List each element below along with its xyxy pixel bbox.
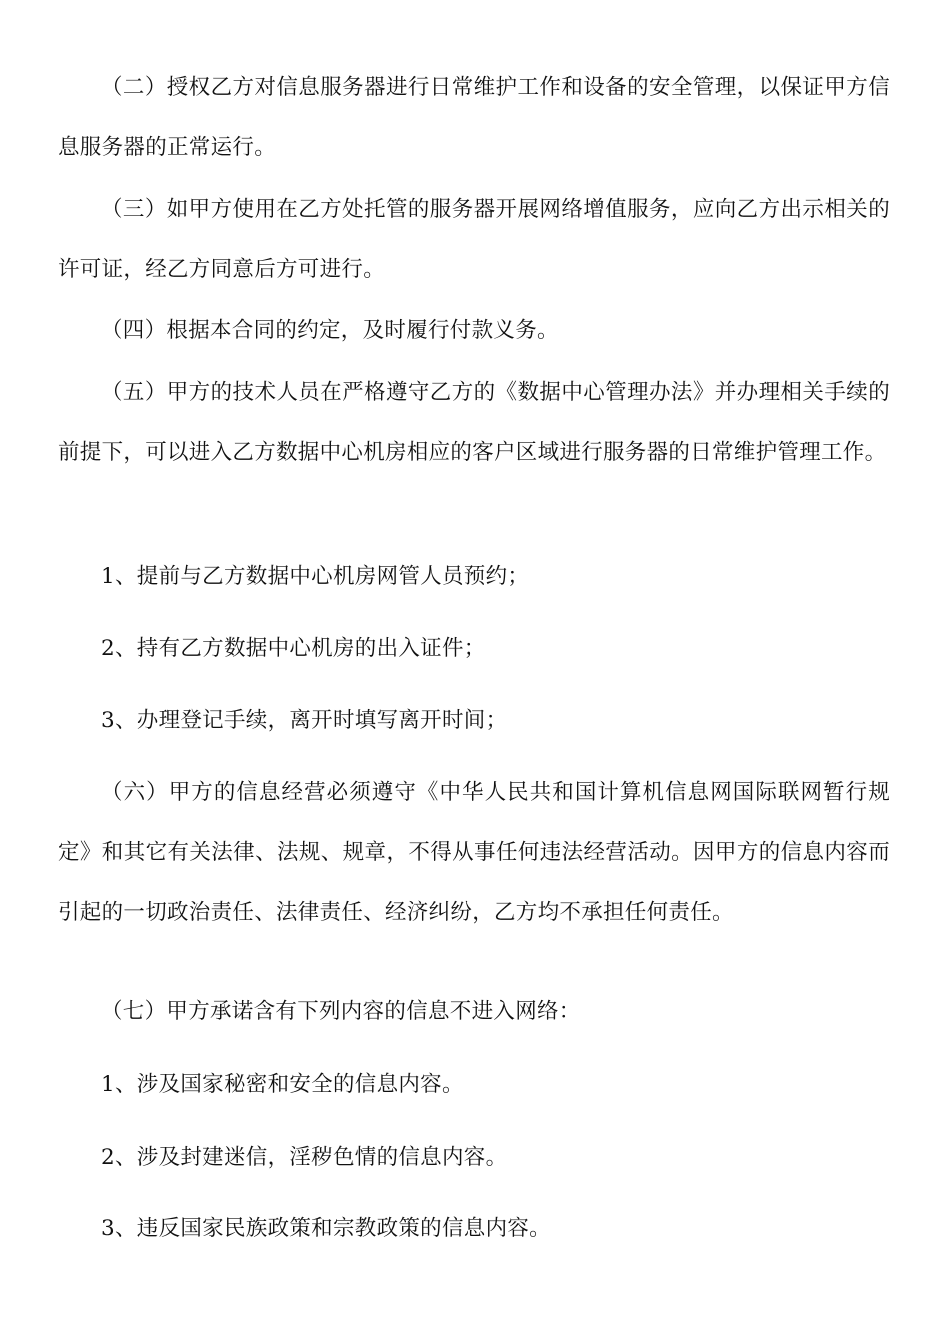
- paragraph-clause-5: （五）甲方的技术人员在严格遵守乙方的《数据中心管理办法》并办理相关手续的前提下，可以进入乙方数据中心机房相应的客户区域进行服务器的日常维护管理工作。: [58, 380, 890, 465]
- paragraph-clause-5-item-1: 1、提前与乙方数据中心机房网管人员预约；: [101, 564, 530, 589]
- paragraph-clause-7: （七）甲方承诺含有下列内容的信息不进入网络：: [101, 999, 581, 1024]
- paragraph-clause-6: （六）甲方的信息经营必须遵守《中华人民共和国计算机信息网国际联网暂行规定》和其它有关法律、法规、规章，不得从事任何违法经营活动。因甲方的信息内容而引起的一切政治责任、法律责任、经济纠纷，乙方均不承担任何责任。: [58, 780, 890, 925]
- paragraph-clause-4: （四）根据本合同的约定，及时履行付款义务。: [101, 318, 559, 343]
- paragraph-clause-2: （二）授权乙方对信息服务器进行日常维护工作和设备的安全管理，以保证甲方信息服务器的正常运行。: [58, 75, 890, 160]
- paragraph-clause-3: （三）如甲方使用在乙方处托管的服务器开展网络增值服务，应向乙方出示相关的许可证，经乙方同意后方可进行。: [58, 197, 890, 282]
- paragraph-clause-5-item-3: 3、办理登记手续，离开时填写离开时间；: [101, 708, 508, 733]
- paragraph-clause-5-item-2: 2、持有乙方数据中心机房的出入证件；: [101, 636, 486, 661]
- paragraph-clause-7-item-2: 2、涉及封建迷信，淫秽色情的信息内容。: [101, 1145, 508, 1170]
- paragraph-clause-7-item-3: 3、违反国家民族政策和宗教政策的信息内容。: [101, 1216, 551, 1241]
- paragraph-clause-7-item-1: 1、涉及国家秘密和安全的信息内容。: [101, 1072, 464, 1097]
